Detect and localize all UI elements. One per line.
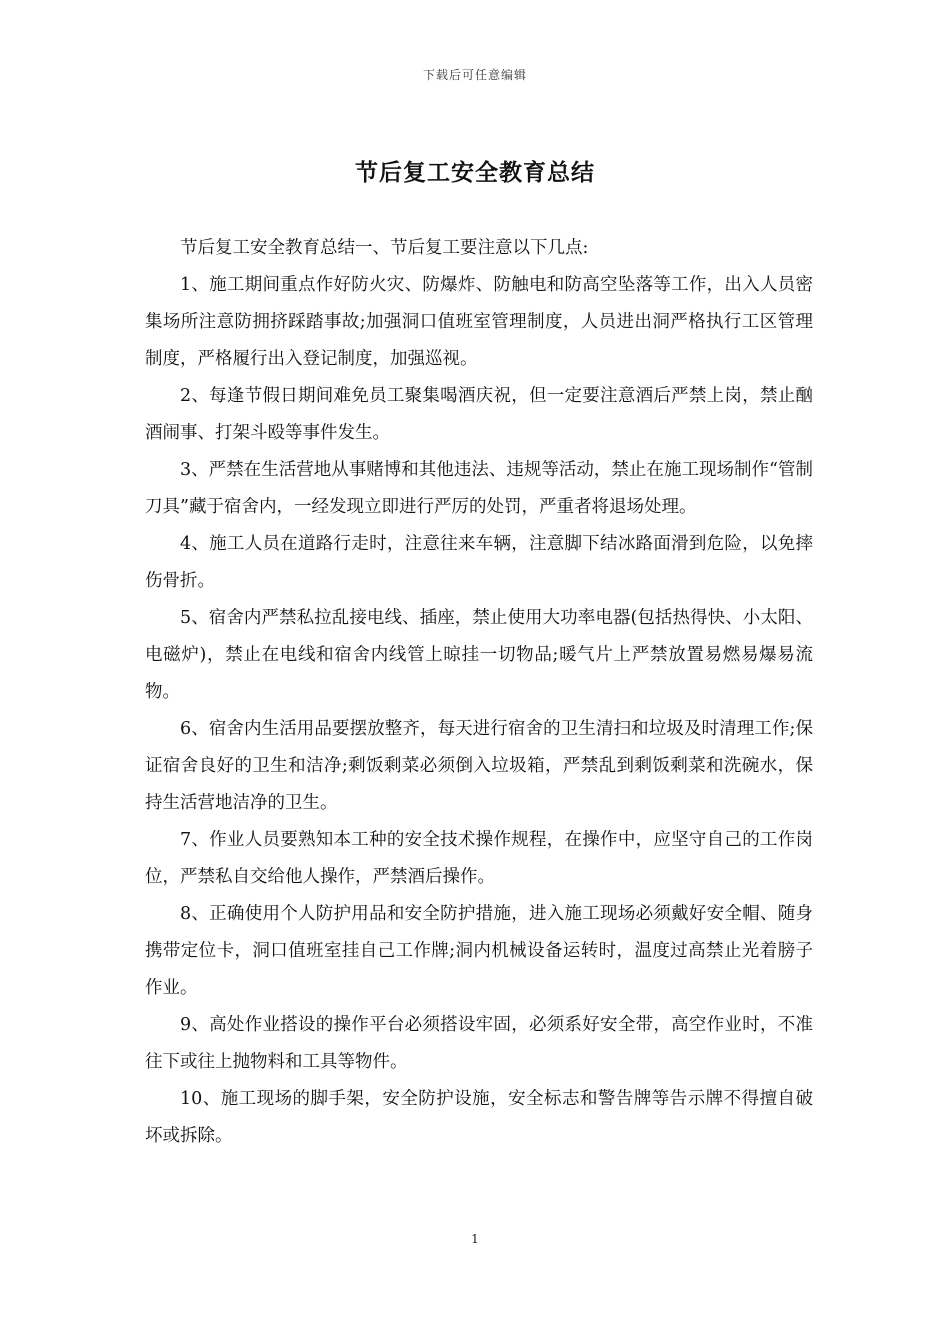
paragraph-item-10: 10、施工现场的脚手架，安全防护设施，安全标志和警告牌等告示牌不得擅自破坏或拆除。 (145, 1089, 813, 1146)
paragraph-item-9: 9、高处作业搭设的操作平台必须搭设牢固，必须系好安全带，高空作业时，不准往下或往上抛物料和工具等物件。 (145, 1015, 813, 1072)
paragraph-item-2: 2、每逢节假日期间难免员工聚集喝酒庆祝，但一定要注意酒后严禁上岗，禁止酗酒闹事、打架斗殴等事件发生。 (145, 386, 813, 443)
paragraph-item-5: 5、宿舍内严禁私拉乱接电线、插座，禁止使用大功率电器(包括热得快、小太阳、电磁炉)，禁止在电线和宿舍内线管上晾挂一切物品;暖气片上严禁放置易燃易爆易流物。 (145, 608, 813, 702)
document-body (145, 230, 813, 1155)
header-note: 下载后可任意编辑 (422, 68, 527, 82)
page-number: 1 (471, 1232, 479, 1246)
paragraph-item-1: 1、施工期间重点作好防火灾、防爆炸、防触电和防高空坠落等工作，出入人员密集场所注意防拥挤踩踏事故;加强洞口值班室管理制度，人员进出洞严格执行工区管理制度，严格履行出入登记制度，加强巡视。 (145, 275, 813, 369)
paragraph-item-3: 3、严禁在生活营地从事赌博和其他违法、违规等活动，禁止在施工现场制作“管制刀具”藏于宿舍内，一经发现立即进行严厉的处罚，严重者将退场处理。 (145, 460, 813, 517)
paragraph-item-7: 7、作业人员要熟知本工种的安全技术操作规程，在操作中，应坚守自己的工作岗位，严禁私自交给他人操作，严禁酒后操作。 (145, 830, 813, 887)
paragraph-intro: 节后复工安全教育总结一、节后复工要注意以下几点: (180, 238, 589, 258)
paragraph-item-8: 8、正确使用个人防护用品和安全防护措施，进入施工现场必须戴好安全帽、随身携带定位卡，洞口值班室挂自己工作牌;洞内机械设备运转时，温度过高禁止光着膀子作业。 (145, 904, 813, 998)
paragraph-item-6: 6、宿舍内生活用品要摆放整齐，每天进行宿舍的卫生清扫和垃圾及时清理工作;保证宿舍良好的卫生和洁净;剩饭剩菜必须倒入垃圾箱，严禁乱到剩饭剩菜和洗碗水，保持生活营地洁净的卫生。 (145, 719, 813, 813)
paragraph-item-4: 4、施工人员在道路行走时，注意往来车辆，注意脚下结冰路面滑到危险，以免摔伤骨折。 (145, 534, 813, 591)
document-title: 节后复工安全教育总结 (355, 160, 595, 186)
